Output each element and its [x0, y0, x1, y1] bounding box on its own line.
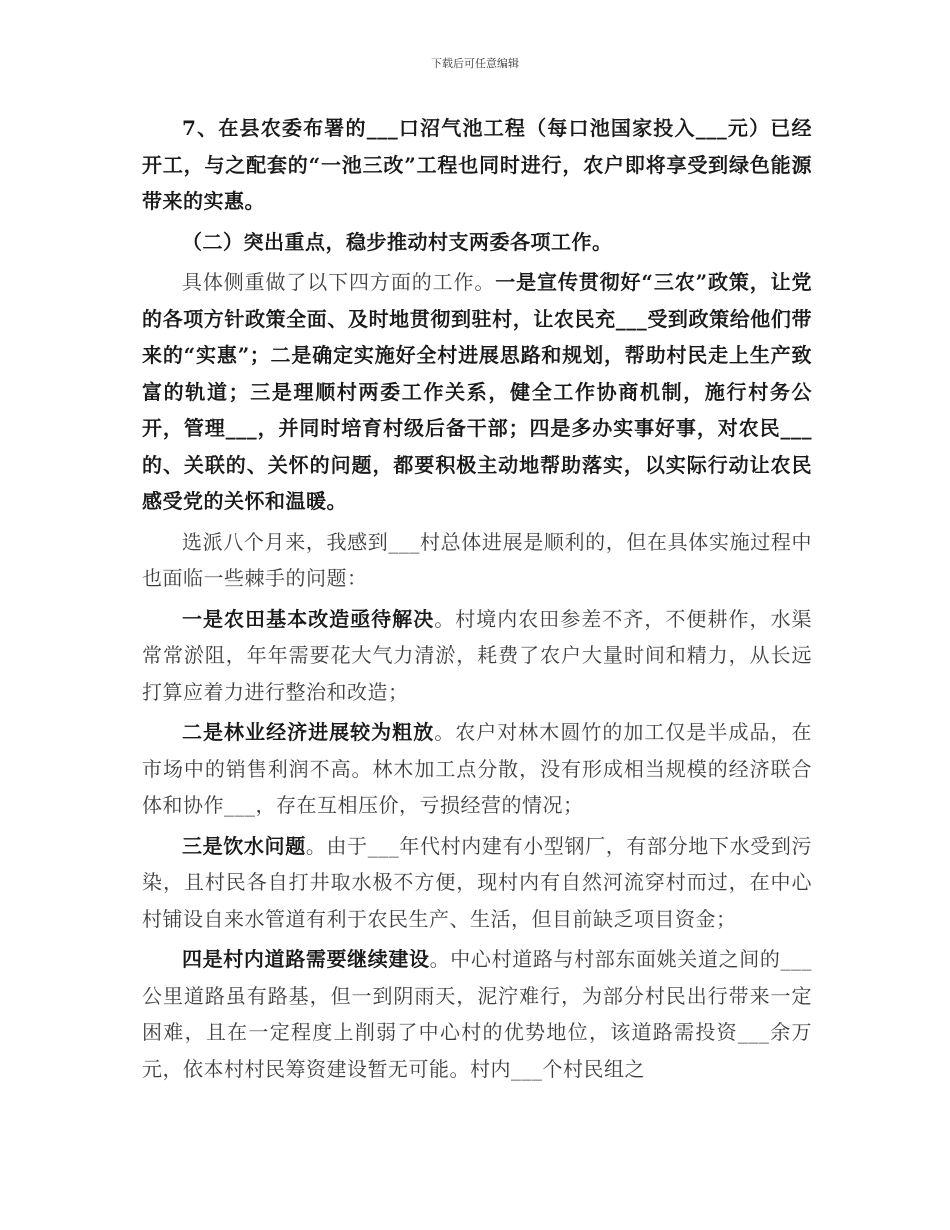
paragraph-problem-2 [142, 714, 812, 824]
problem-3-lead: 三是饮水问题 [182, 833, 306, 858]
paragraph-intro: 具体侧重做了以下四方面的工作。 [182, 270, 496, 294]
paragraph-item-7: 7、在县农委布署的___口沼气池工程（每口池国家投入___元）已经开工，与之配套的“一池三改”工程也同时进行，农户即将享受到绿色能源带来的实惠。 [142, 116, 812, 213]
problem-4-text: 。中心村道路与村部东面姚关道之间的___公里道路虽有路基，但一到阴雨天，泥泞难行，为部分村民出行带来一定困难，且在一定程度上削弱了中心村的优势地位，该道路需投资___余万元，依本村村民筹资建设暂无可能。村内___个村民组之 [142, 947, 813, 1081]
paragraph-problem-4 [142, 941, 812, 1087]
problem-2-lead: 二是林业经济进展较为粗放 [182, 720, 435, 744]
paragraph-work-focus [142, 264, 812, 520]
paragraph-problem-3 [142, 828, 812, 938]
document-body [142, 110, 812, 1087]
page-header: 下载后可任意编辑 [431, 57, 519, 70]
problem-1-lead: 一是农田基本改造亟待解决 [182, 606, 435, 631]
paragraph-overview: 选派八个月来，我感到___村总体进展是顺利的，但在具体实施过程中也面临一些棘手的问题： [142, 529, 812, 590]
section-heading: （二）突出重点，稳步推动村支两委各项工作。 [182, 229, 613, 254]
problem-2-text: 。农户对林木圆竹的加工仅是半成品，在市场中的销售利润不高。林木加工点分散，没有形成相当规模的经济联合体和协作___，存在互相压价，亏损经营的情况； [142, 720, 813, 817]
problem-1-text: 。村境内农田参差不齐，不便耕作，水渠常常淤阻，年年需要花大气力清淤，耗费了农户大量时间和精力，从长远打算应着力进行整治和改造； [142, 606, 813, 704]
problem-4-lead: 四是村内道路需要继续建设 [182, 947, 430, 971]
paragraph-problem-1 [142, 601, 812, 711]
problem-3-text: 。由于___年代村内建有小型钢厂，有部分地下水受到污染，且村民各自打井取水极不方便，现村内有自然河流穿村而过，在中心村铺设自来水管道有利于农民生产、生活，但目前缺乏项目资金； [142, 833, 813, 931]
paragraph-four-points: 一是宣传贯彻好“三农”政策，让党的各项方针政策全面、及时地贯彻到驻村，让农民充___受到政策给他们带来的“实惠”；二是确定实施好全村进展思路和规划，帮助村民走上生产致富的轨道；三是理顺村两委工作关系，健全工作协商机制，施行村务公开，管理___，并同时培育村级后备干部；四是多办实事好事，对农民___的、关联的、关怀的问题，都要积极主动地帮助落实，以实际行动让农民感受党的关怀和温暖。 [142, 270, 812, 513]
